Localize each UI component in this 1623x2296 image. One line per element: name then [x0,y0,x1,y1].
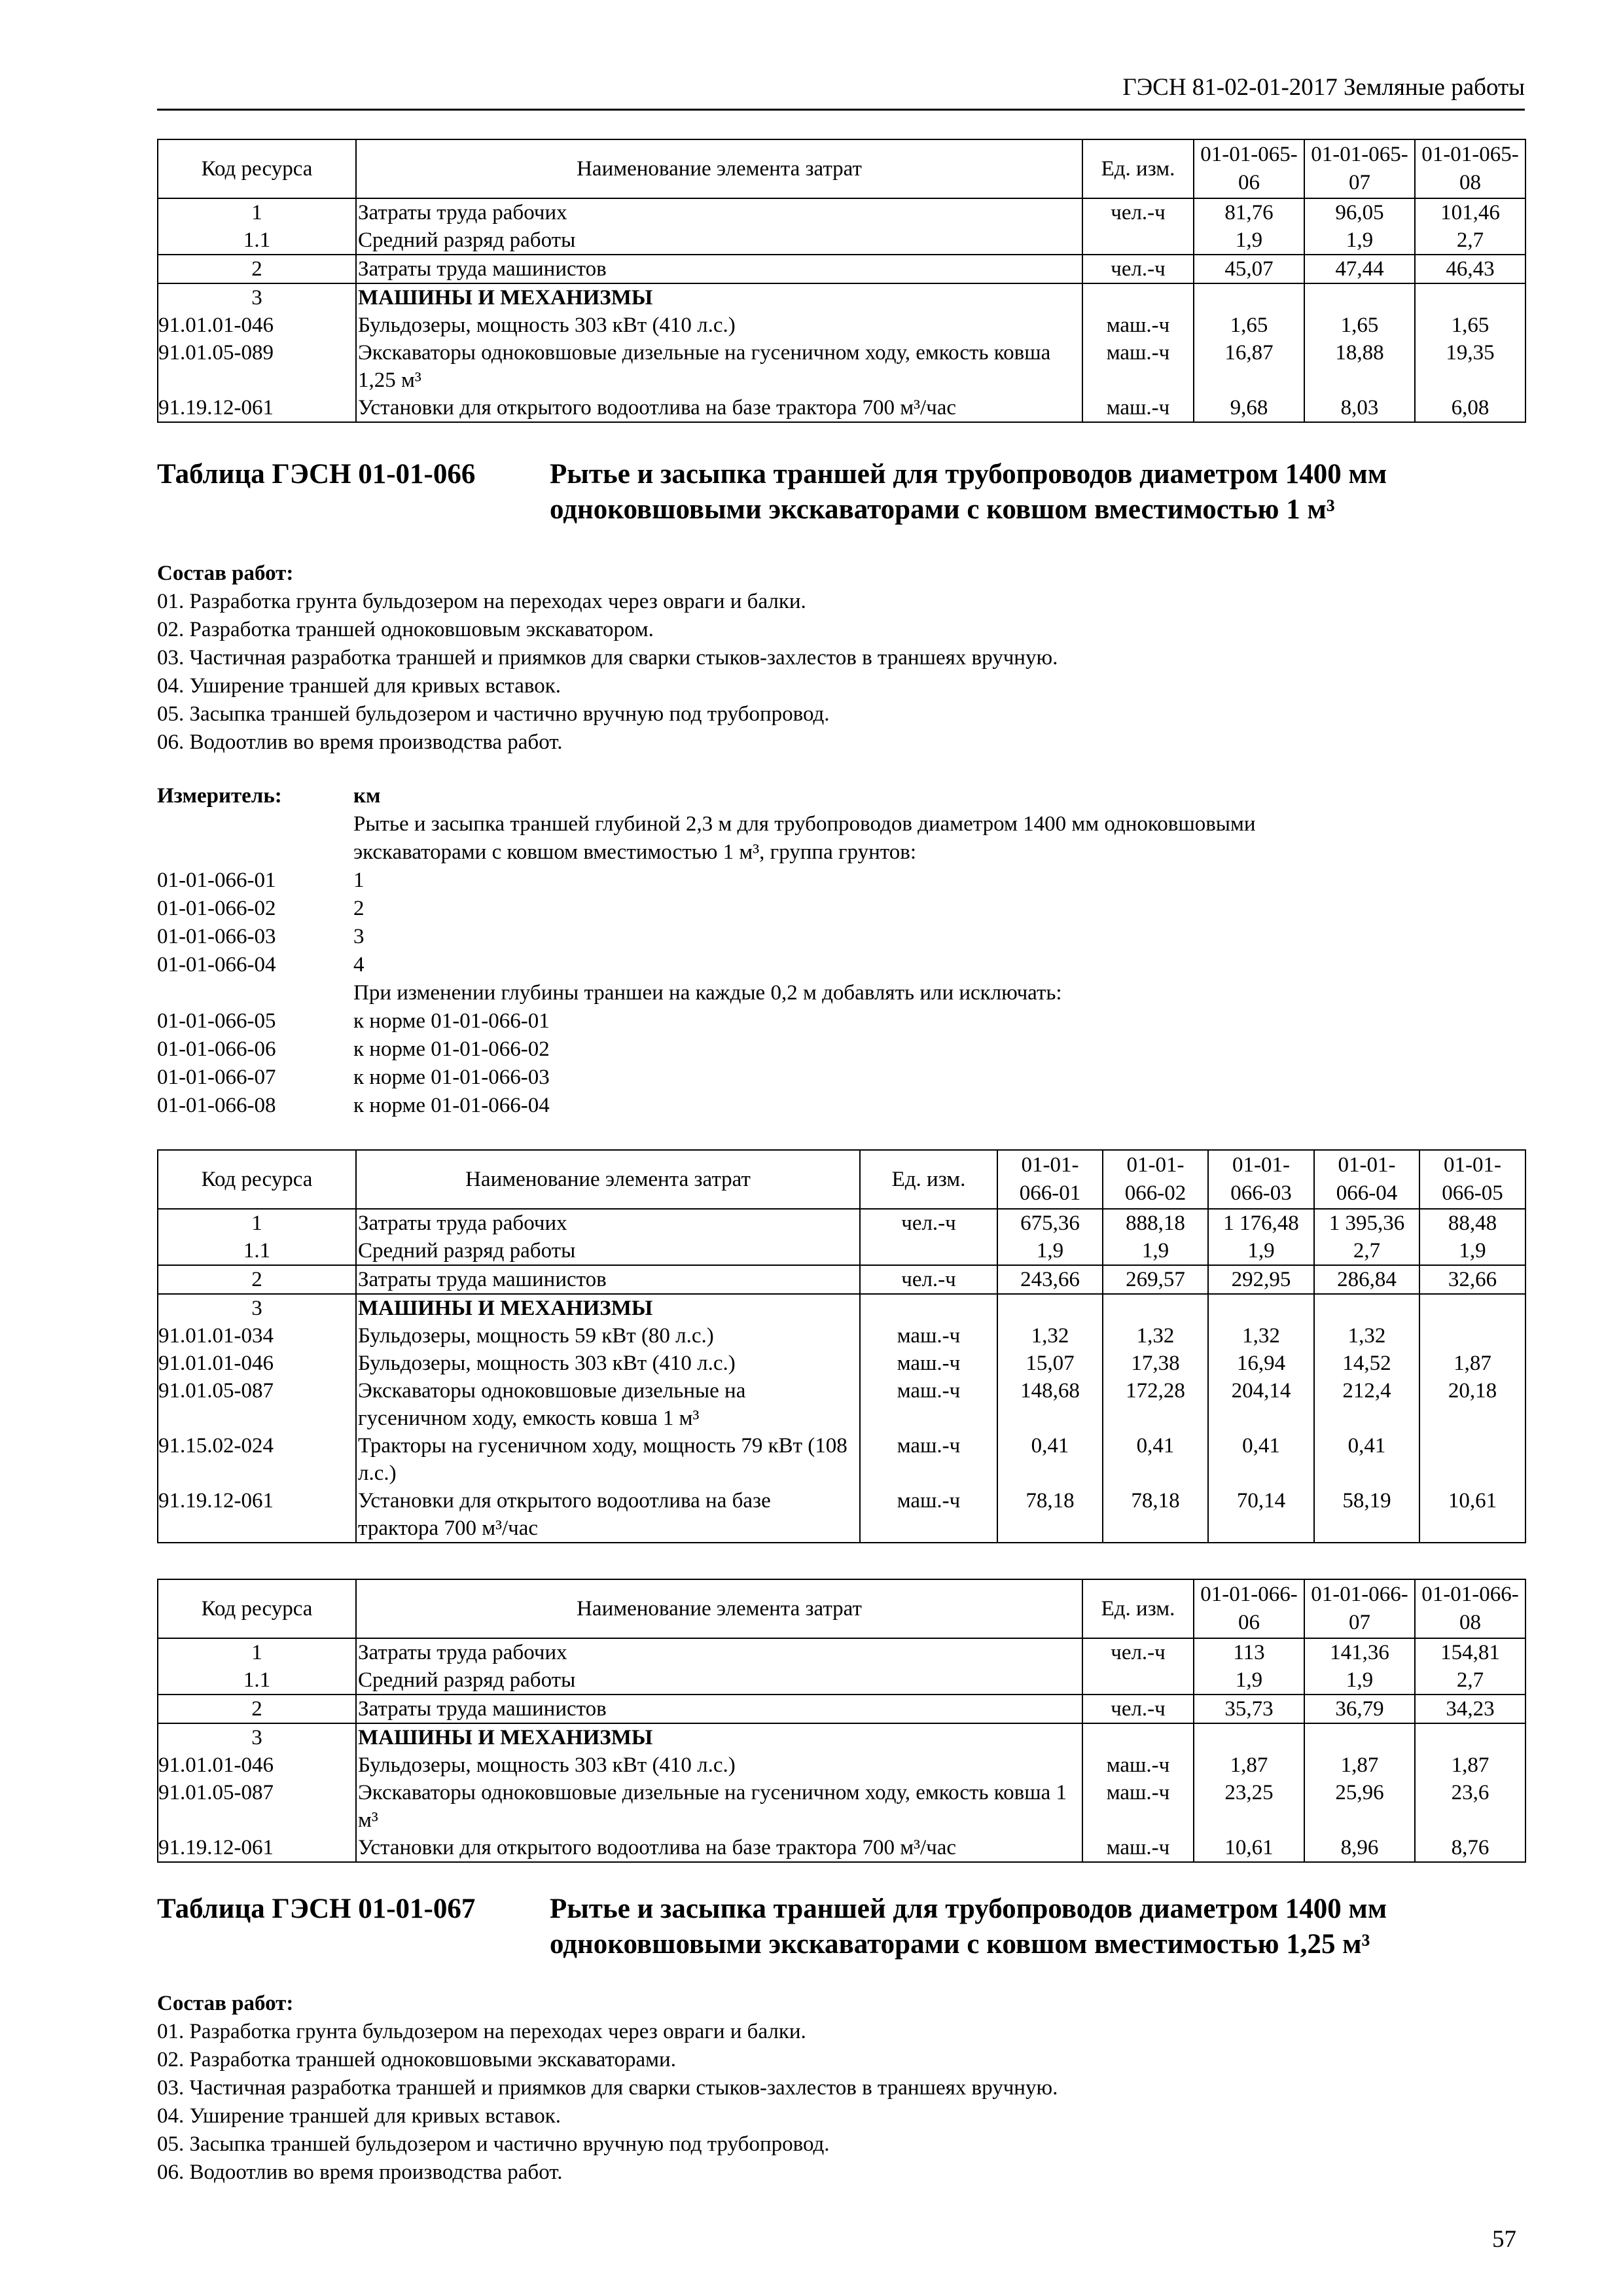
izmeritel-066 [157,782,1525,1120]
norm-item [157,1035,1525,1064]
norm-code: 01-01-066-08 [157,1094,276,1117]
col-header-norm: 01-01-066-04 [1314,1150,1419,1209]
page-number: 57 [1492,2226,1516,2253]
resource-table-065 [157,139,1526,423]
norm-value: 8,03 [1304,394,1415,422]
norm-value: 20,18 [1419,1377,1525,1432]
col-header-unit: Ед. изм. [1082,139,1194,198]
resource-unit [1082,1666,1194,1695]
col-header-name: Наименование элемента затрат [356,1150,860,1209]
norm-value: 35,73 [1194,1695,1304,1723]
norm-value: 15,07 [997,1350,1103,1377]
depth-change-note: При изменении глубины траншеи на каждые 0,2 м добавлять или исключать: [353,981,1062,1005]
norm-value: 25,96 [1304,1779,1415,1834]
list-item: 01. Разработка грунта бульдозером на переходах через овраги и балки. [157,2020,806,2043]
resource-code: 1 [158,1209,356,1237]
col-header-name: Наименование элемента затрат [356,139,1082,198]
norm-items [157,867,1525,979]
table-row [158,1666,1525,1695]
norm-value: 10,61 [1194,1834,1304,1862]
col-header-norm: 01-01-066-02 [1103,1150,1208,1209]
resource-name: МАШИНЫ И МЕХАНИЗМЫ [356,1294,860,1322]
izmeritel-unit: км [353,784,381,808]
norm-value: 8,76 [1415,1834,1525,1862]
table-row [158,1350,1525,1377]
table-row [158,1834,1525,1862]
norm-value: 154,81 [1415,1638,1525,1666]
table-body [158,1209,1525,1543]
table-row [158,226,1525,255]
norm-value: 148,68 [997,1377,1103,1432]
resource-name: Тракторы на гусеничном ходу, мощность 79 кВт (108 л.с.) [356,1432,860,1487]
list-item: 02. Разработка траншей одноковшовыми экскаваторами. [157,2048,676,2072]
resource-name: Установки для открытого водоотлива на базе трактора 700 м³/час [356,1487,860,1543]
resource-name: Затраты труда рабочих [356,1638,1082,1666]
norm-value: 0,41 [997,1432,1103,1487]
norm-value: 10,61 [1419,1487,1525,1543]
table-row [158,283,1525,312]
norm-value: к норме 01-01-066-03 [353,1066,550,1089]
norm-value: 1,9 [1419,1237,1525,1265]
norm-value: 1,32 [997,1322,1103,1350]
list-item: 05. Засыпка траншей бульдозером и частично вручную под трубопровод. [157,702,830,726]
resource-code: 2 [158,1265,356,1294]
norm-value: 16,87 [1194,339,1304,394]
norm-value: 888,18 [1103,1209,1208,1237]
norm-value: 1,9 [1103,1237,1208,1265]
resource-unit: чел.-ч [1082,1638,1194,1666]
norm-value [1194,1723,1304,1751]
resource-unit: маш.-ч [860,1350,997,1377]
col-header-norm: 01-01-066-08 [1415,1579,1525,1638]
sostav-label: Состав работ: [157,1992,294,2015]
table-title-line: Рытье и засыпка траншей для трубопроводов диаметром 1400 мм [550,1893,1387,1924]
sostav-rabot-066 [157,560,1525,757]
norm-value: 19,35 [1415,339,1525,394]
norm-value: 2 [353,897,365,920]
norm-value: 1,87 [1194,1751,1304,1779]
col-header-norm: 01-01-065-08 [1415,139,1525,198]
norm-value: 14,52 [1314,1350,1419,1377]
table-row [158,339,1525,394]
list-item: 03. Частичная разработка траншей и приямков для сварки стыков-захлестов в траншеях вручную. [157,2076,1058,2100]
norm-value: 1,65 [1415,312,1525,339]
list-item: 01. Разработка грунта бульдозером на переходах через овраги и балки. [157,590,806,613]
col-header-norm: 01-01-065-06 [1194,139,1304,198]
norm-value: 45,07 [1194,255,1304,283]
resource-code: 91.01.01-046 [158,1751,356,1779]
norm-value: 58,19 [1314,1487,1419,1543]
norm-code: 01-01-066-02 [157,897,276,920]
norm-value: 1,9 [1304,226,1415,255]
norm-value [1304,283,1415,312]
resource-code: 3 [158,1294,356,1322]
resource-name: Бульдозеры, мощность 303 кВт (410 л.с.) [356,312,1082,339]
table-body [158,1638,1525,1862]
resource-code: 91.01.05-087 [158,1779,356,1834]
norm-value: 16,94 [1208,1350,1314,1377]
norm-value [1419,1432,1525,1487]
norm-value: 1,87 [1304,1751,1415,1779]
resource-name: Экскаваторы одноковшовые дизельные на гусеничном ходу, емкость ковша 1 м³ [356,1377,860,1432]
sostav-rabot-067 [157,1990,1525,2187]
resource-unit: чел.-ч [860,1209,997,1237]
table-row [158,1209,1525,1237]
norm-code: 01-01-066-01 [157,869,276,892]
norm-value: 113 [1194,1638,1304,1666]
col-header-code: Код ресурса [158,1150,356,1209]
list-item: 05. Засыпка траншей бульдозером и частично вручную под трубопровод. [157,2132,830,2156]
resource-unit: маш.-ч [1082,312,1194,339]
norm-value: к норме 01-01-066-04 [353,1094,550,1117]
col-header-norm: 01-01-066-01 [997,1150,1103,1209]
resource-code: 91.19.12-061 [158,1487,356,1543]
norm-value [1419,1322,1525,1350]
norm-value: 1,32 [1208,1322,1314,1350]
table-row [158,1237,1525,1265]
resource-unit: маш.-ч [1082,339,1194,394]
norm-value: к норме 01-01-066-01 [353,1009,550,1033]
resource-code: 91.01.01-046 [158,312,356,339]
norm-value: 18,88 [1304,339,1415,394]
col-header-unit: Ед. изм. [860,1150,997,1209]
norm-value: 8,96 [1304,1834,1415,1862]
resource-unit [1082,283,1194,312]
resource-code: 91.19.12-061 [158,394,356,422]
norm-value: 675,36 [997,1209,1103,1237]
norm-value: 4 [353,953,365,977]
norm-value [1208,1294,1314,1322]
norm-value: 23,6 [1415,1779,1525,1834]
norm-value: 23,25 [1194,1779,1304,1834]
norm-value: 212,4 [1314,1377,1419,1432]
resource-name: Средний разряд работы [356,226,1082,255]
norm-value: 286,84 [1314,1265,1419,1294]
table-row [158,198,1525,226]
norm-description: экскаваторами с ковшом вместимостью 1 м³, группа грунтов: [353,840,916,864]
norm-value: 0,41 [1103,1432,1208,1487]
norm-value: 1,87 [1415,1751,1525,1779]
table-row [158,1432,1525,1487]
norm-value: 1,9 [1194,1666,1304,1695]
resource-name: Бульдозеры, мощность 59 кВт (80 л.с.) [356,1322,860,1350]
norm-value: 78,18 [1103,1487,1208,1543]
col-header-norm: 01-01-066-03 [1208,1150,1314,1209]
table-row [158,394,1525,422]
table-body [158,198,1525,422]
resource-code: 3 [158,283,356,312]
resource-code: 1.1 [158,226,356,255]
norm-code: 01-01-066-07 [157,1066,276,1089]
norm-items-extra [157,1007,1525,1120]
col-header-norm: 01-01-065-07 [1304,139,1415,198]
resource-name: Затраты труда рабочих [356,198,1082,226]
norm-value [1314,1294,1419,1322]
norm-value: к норме 01-01-066-02 [353,1037,550,1061]
resource-unit: маш.-ч [860,1377,997,1432]
resource-unit: маш.-ч [1082,1834,1194,1862]
norm-value: 88,48 [1419,1209,1525,1237]
resource-code: 91.01.05-087 [158,1377,356,1432]
norm-value: 78,18 [997,1487,1103,1543]
norm-value: 1,9 [1304,1666,1415,1695]
resource-name: Средний разряд работы [356,1237,860,1265]
norm-item [157,923,1525,951]
table-row [158,1377,1525,1432]
norm-value [1415,1723,1525,1751]
norm-value: 2,7 [1415,226,1525,255]
resource-code: 1 [158,1638,356,1666]
norm-value: 1 395,36 [1314,1209,1419,1237]
norm-value: 204,14 [1208,1377,1314,1432]
resource-name: МАШИНЫ И МЕХАНИЗМЫ [356,1723,1082,1751]
table-row [158,1294,1525,1322]
norm-value: 1,32 [1103,1322,1208,1350]
resource-code: 3 [158,1723,356,1751]
norm-value: 0,41 [1208,1432,1314,1487]
resource-name: Затраты труда машинистов [356,1265,860,1294]
table-code: Таблица ГЭСН 01-01-066 [157,459,476,490]
norm-value: 36,79 [1304,1695,1415,1723]
list-item: 04. Уширение траншей для кривых вставок. [157,2104,562,2128]
col-header-code: Код ресурса [158,139,356,198]
resource-unit: маш.-ч [1082,1779,1194,1834]
norm-value: 243,66 [997,1265,1103,1294]
resource-unit [860,1294,997,1322]
list-item: 06. Водоотлив во время производства работ. [157,2161,563,2184]
table-title-line: одноковшовыми экскаваторами с ковшом вместимостью 1 м³ [550,494,1335,525]
norm-item [157,867,1525,895]
norm-value: 1,9 [997,1237,1103,1265]
norm-value [1304,1723,1415,1751]
resource-name: Установки для открытого водоотлива на базе трактора 700 м³/час [356,394,1082,422]
col-header-norm: 01-01-066-05 [1419,1150,1525,1209]
norm-value [1419,1294,1525,1322]
norm-item [157,1092,1525,1120]
col-header-norm: 01-01-066-06 [1194,1579,1304,1638]
table-row [158,312,1525,339]
table-row [158,1638,1525,1666]
norm-value: 0,41 [1314,1432,1419,1487]
resource-unit: чел.-ч [1082,1695,1194,1723]
norm-value: 9,68 [1194,394,1304,422]
col-header-name: Наименование элемента затрат [356,1579,1082,1638]
norm-value [997,1294,1103,1322]
sostav-list [157,2018,1525,2187]
resource-code: 2 [158,255,356,283]
resource-unit: чел.-ч [1082,255,1194,283]
col-header-unit: Ед. изм. [1082,1579,1194,1638]
norm-value: 141,36 [1304,1638,1415,1666]
norm-value: 70,14 [1208,1487,1314,1543]
list-item: 03. Частичная разработка траншей и приямков для сварки стыков-захлестов в траншеях вручную. [157,646,1058,670]
norm-value: 269,57 [1103,1265,1208,1294]
sostav-list [157,588,1525,757]
norm-value: 1,32 [1314,1322,1419,1350]
col-header-norm: 01-01-066-07 [1304,1579,1415,1638]
resource-name: Бульдозеры, мощность 303 кВт (410 л.с.) [356,1350,860,1377]
norm-value: 1,65 [1304,312,1415,339]
table-row [158,1751,1525,1779]
resource-table-066-b [157,1579,1526,1863]
izmeritel-label: Измеритель: [157,784,282,808]
norm-code: 01-01-066-03 [157,925,276,948]
table-title-067 [157,1892,1525,1964]
resource-code: 91.15.02-024 [158,1432,356,1487]
norm-value: 292,95 [1208,1265,1314,1294]
resource-table-066-a [157,1149,1526,1543]
norm-value: 172,28 [1103,1377,1208,1432]
norm-value: 101,46 [1415,198,1525,226]
resource-unit: маш.-ч [1082,394,1194,422]
list-item: 06. Водоотлив во время производства работ. [157,730,563,754]
norm-value: 1,87 [1419,1350,1525,1377]
running-header: ГЭСН 81-02-01-2017 Земляные работы [157,72,1525,111]
resource-name: Установки для открытого водоотлива на базе трактора 700 м³/час [356,1834,1082,1862]
norm-value: 46,43 [1415,255,1525,283]
norm-item [157,1007,1525,1035]
norm-value: 96,05 [1304,198,1415,226]
table-title-line: одноковшовыми экскаваторами с ковшом вместимостью 1,25 м³ [550,1929,1370,1960]
table-row [158,255,1525,283]
table-row [158,1779,1525,1834]
norm-value [1415,283,1525,312]
table-row [158,1723,1525,1751]
col-header-code: Код ресурса [158,1579,356,1638]
norm-value: 47,44 [1304,255,1415,283]
norm-item [157,895,1525,923]
resource-name: Экскаваторы одноковшовые дизельные на гусеничном ходу, емкость ковша 1,25 м³ [356,339,1082,394]
resource-code: 1 [158,198,356,226]
resource-name: МАШИНЫ И МЕХАНИЗМЫ [356,283,1082,312]
norm-value: 6,08 [1415,394,1525,422]
resource-code: 1.1 [158,1237,356,1265]
norm-value: 81,76 [1194,198,1304,226]
resource-unit: чел.-ч [860,1265,997,1294]
resource-unit [1082,1723,1194,1751]
sostav-label: Состав работ: [157,562,294,585]
resource-code: 1.1 [158,1666,356,1695]
resource-name: Экскаваторы одноковшовые дизельные на гусеничном ходу, емкость ковша 1 м³ [356,1779,1082,1834]
norm-value [1103,1294,1208,1322]
list-item: 02. Разработка траншей одноковшовым экскаватором. [157,618,654,641]
norm-code: 01-01-066-04 [157,953,276,977]
resource-code: 91.01.01-034 [158,1322,356,1350]
norm-value: 1 176,48 [1208,1209,1314,1237]
table-title-line: Рытье и засыпка траншей для трубопроводов диаметром 1400 мм [550,459,1387,490]
resource-code: 2 [158,1695,356,1723]
norm-value: 1,9 [1208,1237,1314,1265]
resource-unit: маш.-ч [860,1432,997,1487]
table-title-066 [157,457,1525,529]
norm-description: Рытье и засыпка траншей глубиной 2,3 м для трубопроводов диаметром 1400 мм одноковшовыми [353,812,1256,836]
resource-unit [1082,226,1194,255]
table-row [158,1695,1525,1723]
table-row [158,1265,1525,1294]
resource-name: Затраты труда рабочих [356,1209,860,1237]
table-row [158,1322,1525,1350]
resource-code: 91.01.05-089 [158,339,356,394]
norm-code: 01-01-066-05 [157,1009,276,1033]
list-item: 04. Уширение траншей для кривых вставок. [157,674,562,698]
norm-value: 17,38 [1103,1350,1208,1377]
resource-unit [860,1237,997,1265]
resource-unit: маш.-ч [1082,1751,1194,1779]
norm-value: 1,65 [1194,312,1304,339]
norm-value: 3 [353,925,365,948]
resource-code: 91.01.01-046 [158,1350,356,1377]
resource-name: Затраты труда машинистов [356,255,1082,283]
norm-item [157,1064,1525,1092]
resource-unit: маш.-ч [860,1322,997,1350]
resource-code: 91.19.12-061 [158,1834,356,1862]
resource-name: Средний разряд работы [356,1666,1082,1695]
norm-value: 1 [353,869,365,892]
resource-name: Бульдозеры, мощность 303 кВт (410 л.с.) [356,1751,1082,1779]
norm-value: 2,7 [1415,1666,1525,1695]
norm-value: 2,7 [1314,1237,1419,1265]
norm-value [1194,283,1304,312]
resource-unit: чел.-ч [1082,198,1194,226]
norm-value: 1,9 [1194,226,1304,255]
resource-unit: маш.-ч [860,1487,997,1543]
norm-value: 32,66 [1419,1265,1525,1294]
resource-name: Затраты труда машинистов [356,1695,1082,1723]
norm-item [157,951,1525,979]
table-code: Таблица ГЭСН 01-01-067 [157,1893,476,1924]
norm-code: 01-01-066-06 [157,1037,276,1061]
norm-value: 34,23 [1415,1695,1525,1723]
table-row [158,1487,1525,1543]
